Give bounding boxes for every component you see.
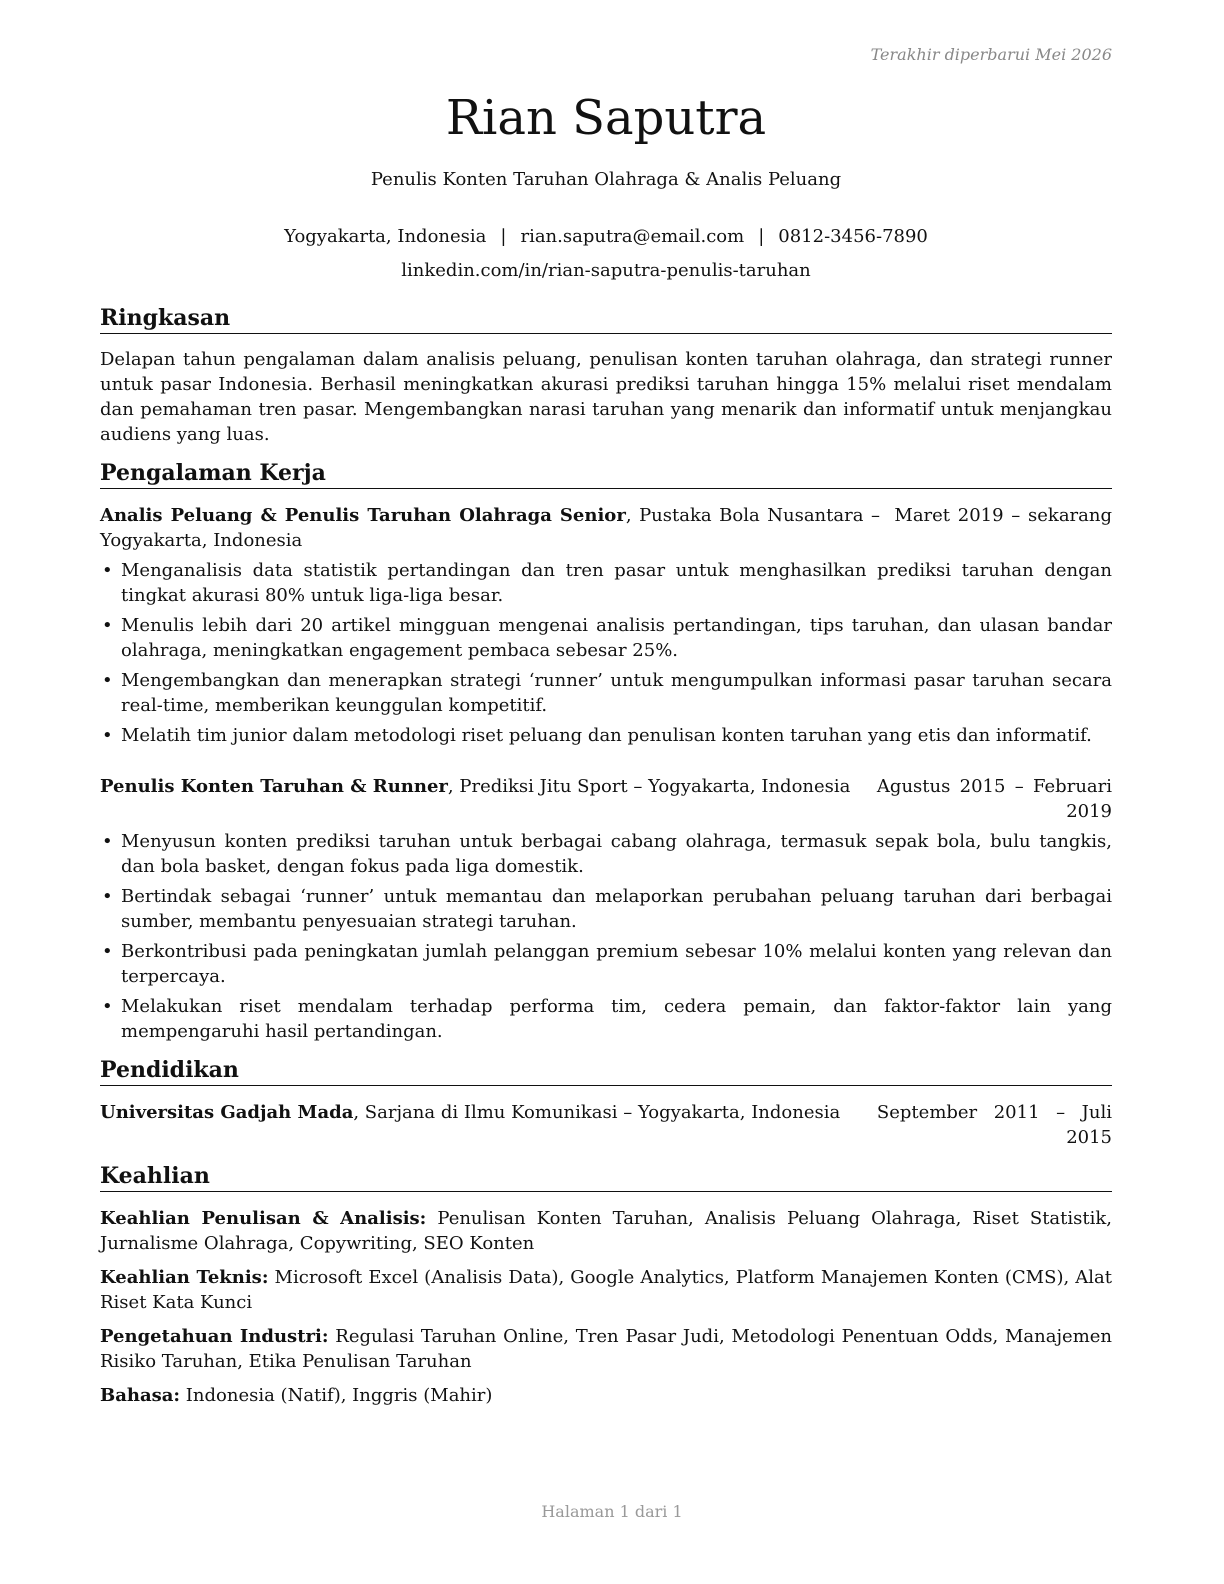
section-title-summary: Ringkasan — [100, 304, 1112, 334]
contact-linkedin[interactable]: linkedin.com/in/rian-saputra-penulis-taruhan — [401, 260, 811, 281]
skill-label: Pengetahuan Industri: — [100, 1326, 329, 1347]
job-bullet: • Bertindak sebagai ‘runner’ untuk memantau dan melaporkan perubahan peluang taruhan dari berbagai sumber, membantu penyesuaian strategi taruhan. — [100, 884, 1112, 934]
skill-line — [100, 1265, 1112, 1315]
section-title-experience: Pengalaman Kerja — [100, 459, 1112, 489]
job-bullet: • Mengembangkan dan menerapkan strategi ‘runner’ untuk mengumpulkan informasi pasar taruhan secara real-time, memberikan keunggulan kompetitif. — [100, 668, 1112, 718]
job-org: , Prediksi Jitu Sport – Yogyakarta, Indonesia — [447, 776, 851, 797]
section-title-skills: Keahlian — [100, 1162, 1112, 1192]
resume-content — [100, 304, 1112, 1420]
education-entry — [100, 1100, 1112, 1150]
job-org: , Pustaka Bola Nusantara – Yogyakarta, Indonesia — [100, 505, 880, 551]
job-bullet: • Menganalisis data statistik pertandingan dan tren pasar untuk menghasilkan prediksi taruhan dengan tingkat akurasi 80% untuk liga-liga besar. — [100, 558, 1112, 608]
job-dates: Maret 2019 – sekarang — [894, 505, 1112, 526]
job-bullet: • Menulis lebih dari 20 artikel mingguan mengenai analisis pertandingan, tips taruhan, dan ulasan bandar olahraga, meningkatkan engagement pembaca sebesar 25%. — [100, 613, 1112, 663]
job-dates: Agustus 2015 – Februari 2019 — [876, 776, 1112, 822]
education-school: Universitas Gadjah Mada — [100, 1102, 354, 1123]
job-title-line — [100, 774, 877, 799]
contact-block — [100, 220, 1112, 288]
skills-section — [100, 1162, 1112, 1408]
job-role: Penulis Konten Taruhan & Runner — [100, 776, 448, 797]
contact-separator: | — [758, 226, 765, 247]
skill-label: Bahasa: — [100, 1385, 181, 1406]
job-bullet: • Berkontribusi pada peningkatan jumlah pelanggan premium sebesar 10% melalui konten yang relevan dan terpercaya. — [100, 939, 1112, 989]
skill-value: Regulasi Taruhan Online, Tren Pasar Judi, Metodologi Penentuan Odds, Manajemen Risiko Taruhan, Etika Penulisan Taruhan — [100, 1326, 1113, 1372]
experience-section — [100, 459, 1112, 1044]
job-bullet: • Melakukan riset mendalam terhadap performa tim, cedera pemain, dan faktor-faktor lain yang mempengaruhi hasil pertandingan. — [100, 994, 1112, 1044]
job-role: Analis Peluang & Penulis Taruhan Olahraga Senior — [100, 505, 626, 526]
job-entry — [100, 774, 1112, 1044]
job-title-line — [100, 503, 880, 553]
contact-line — [100, 220, 1112, 254]
job-bullets — [100, 829, 1112, 1044]
skill-value: Indonesia (Natif), Inggris (Mahir) — [180, 1385, 493, 1406]
summary-text: Delapan tahun pengalaman dalam analisis peluang, penulisan konten taruhan olahraga, dan strategi runner untuk pasar Indonesia. Berhasil meningkatkan akurasi prediksi taruhan hingga 15% melalui riset mendalam dan pemahaman tren pasar. Mengembangkan narasi taruhan yang menarik dan informatif untuk menjangkau audiens yang luas. — [100, 349, 1112, 445]
skill-label: Keahlian Teknis: — [100, 1267, 269, 1288]
skill-line — [100, 1324, 1112, 1374]
skill-line — [100, 1206, 1112, 1256]
contact-location: Yogyakarta, Indonesia — [284, 226, 487, 247]
skill-label: Keahlian Penulisan & Analisis: — [100, 1208, 427, 1229]
contact-phone: 0812-3456-7890 — [778, 226, 928, 247]
job-bullet: • Menyusun konten prediksi taruhan untuk berbagai cabang olahraga, termasuk sepak bola, bulu tangkis, dan bola basket, dengan fokus pada liga domestik. — [100, 829, 1112, 879]
education-section — [100, 1056, 1112, 1150]
section-title-education: Pendidikan — [100, 1056, 1112, 1086]
job-entry — [100, 503, 1112, 748]
job-bullet: • Melatih tim junior dalam metodologi riset peluang dan penulisan konten taruhan yang etis dan informatif. — [100, 723, 1112, 748]
education-degree: , Sarjana di Ilmu Komunikasi – Yogyakarta, Indonesia — [353, 1102, 841, 1123]
contact-separator: | — [500, 226, 507, 247]
skill-value: Penulisan Konten Taruhan, Analisis Peluang Olahraga, Riset Statistik, Jurnalisme Olahraga, Copywriting, SEO Konten — [100, 1208, 1113, 1254]
skill-line — [100, 1383, 1112, 1408]
education-line — [100, 1100, 877, 1125]
skill-value: Microsoft Excel (Analisis Data), Google Analytics, Platform Manajemen Konten (CMS), Alat Riset Kata Kunci — [100, 1267, 1112, 1313]
person-name: Rian Saputra — [445, 90, 767, 146]
job-header — [100, 503, 1112, 553]
contact-email[interactable]: rian.saputra@email.com — [520, 226, 745, 247]
page-footer: Halaman 1 dari 1 — [541, 1502, 683, 1521]
summary-section — [100, 304, 1112, 447]
last-updated-note: Terakhir diperbarui Mei 2026 — [870, 45, 1112, 64]
headline: Penulis Konten Taruhan Olahraga & Analis Peluang — [370, 169, 842, 190]
job-bullets — [100, 558, 1112, 748]
education-dates: September 2011 – Juli 2015 — [876, 1102, 1112, 1148]
job-header — [100, 774, 1112, 824]
